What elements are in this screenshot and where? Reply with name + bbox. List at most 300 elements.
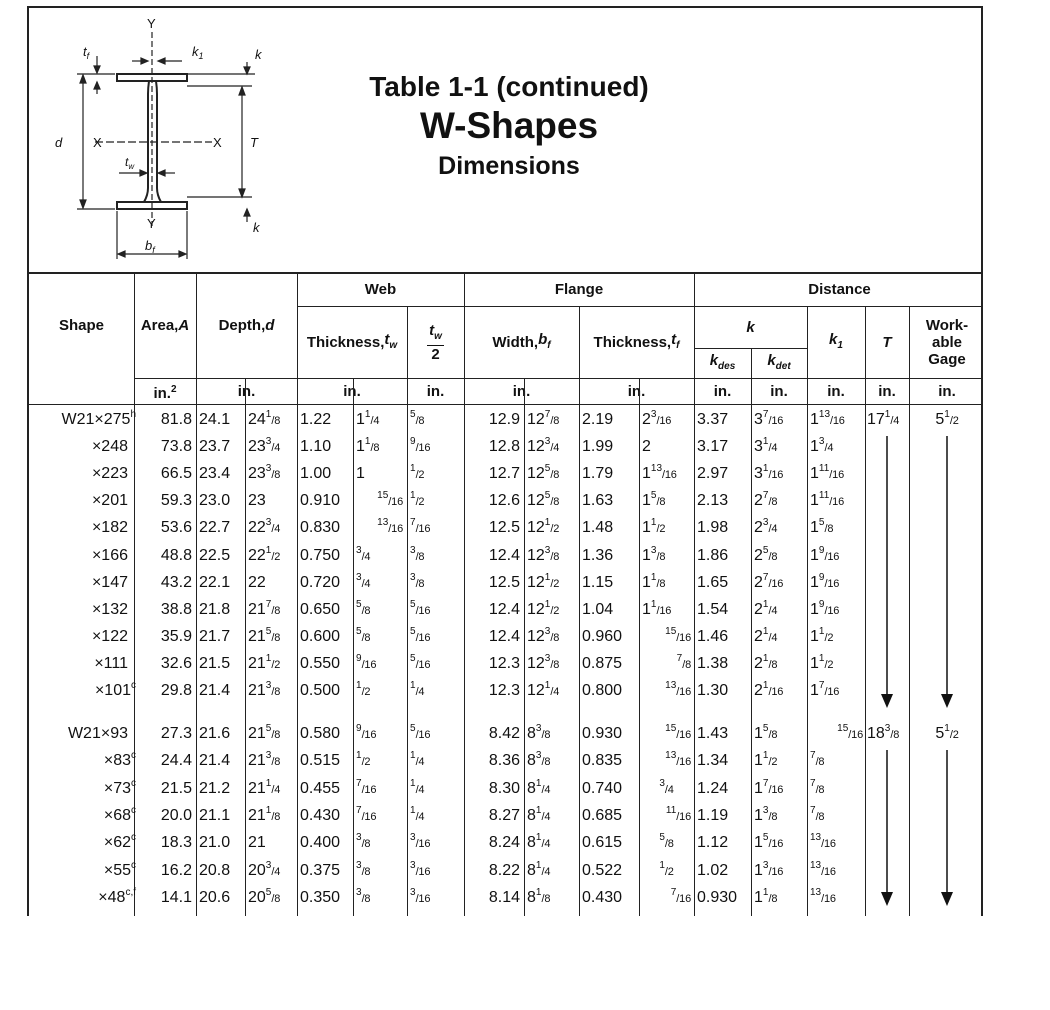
- grid-vline: [353, 378, 354, 404]
- header-T-label: T: [882, 333, 892, 351]
- grid-vline: [579, 306, 580, 404]
- shape-designation: ×132: [91, 600, 128, 618]
- grid-vline: [694, 272, 695, 404]
- cell-flange-thickness-decimal: 1.04: [582, 600, 614, 618]
- cell-flange-width-fraction: $12^3/8$: [527, 652, 560, 672]
- cell-depth-fraction: 22: [248, 573, 266, 591]
- cell-depth-decimal: 24.1: [199, 411, 231, 428]
- unit-label: in.: [426, 382, 445, 400]
- cell-kdet: $1^3/8$: [754, 804, 778, 824]
- grid-vline: [579, 404, 580, 916]
- cell-web-thickness-fraction: $^3$/4: [356, 571, 371, 590]
- unit-cell: [297, 378, 407, 404]
- shape-footnote: c: [131, 832, 136, 844]
- cell-tw-over-2: $^3$/16: [410, 886, 431, 905]
- diagram-label-k1: $k_1$: [192, 44, 204, 61]
- cell-flange-thickness-decimal: 0.800: [582, 682, 623, 699]
- cell-depth-decimal: 22.7: [199, 519, 231, 537]
- cell-area: 20.0: [160, 806, 192, 824]
- cell-flange-width-decimal: 8.27: [488, 806, 520, 824]
- cell-flange-width-fraction: $12^5/8$: [527, 490, 560, 510]
- cell-web-thickness-fraction: $^5$/8: [356, 598, 371, 617]
- cell-flange-thickness-fraction: $2^3/16$: [642, 409, 672, 428]
- cell-web-thickness-decimal: 0.830: [300, 519, 341, 537]
- cell-kdes: 1.98: [697, 519, 729, 537]
- cell-depth-decimal: 21.0: [199, 834, 231, 852]
- header-shape-label: Shape: [58, 316, 104, 334]
- shape-footnote: c: [131, 804, 136, 816]
- header-flange-thickness: [579, 306, 694, 378]
- unit-cell: [464, 378, 579, 404]
- cell-tw-over-2: $^1$/4: [410, 804, 425, 823]
- cell-web-thickness-decimal: 1.10: [300, 438, 332, 456]
- grid-vline: [134, 272, 135, 404]
- cell-flange-width-fraction: $12^1/2$: [527, 571, 560, 591]
- cell-flange-thickness-fraction: $^7$/16: [670, 886, 691, 905]
- cell-depth-fraction: $21^3/8$: [248, 680, 281, 699]
- cell-tw-over-2: $^5$/16: [410, 625, 431, 644]
- cell-flange-width-fraction: $12^5/8$: [527, 463, 560, 483]
- header-k: [694, 306, 807, 348]
- unit-cell: [407, 378, 464, 404]
- header-distance: [694, 272, 983, 306]
- header-kdet-label: $k_{det}$: [767, 351, 791, 372]
- diagram-label-T: T: [250, 135, 258, 150]
- cell-tw-over-2: $^7$/16: [410, 517, 431, 536]
- cell-kdes: 1.34: [697, 752, 729, 770]
- grid-vline: [353, 404, 354, 916]
- grid-vline: [297, 272, 298, 404]
- grid-vline: [865, 404, 866, 916]
- cell-web-thickness-fraction: $^1$/2: [356, 750, 371, 769]
- cell-flange-width-decimal: 8.30: [488, 779, 520, 797]
- cell-k1: $1^{13}/16$: [810, 409, 845, 428]
- cell-web-thickness-decimal: 0.550: [300, 654, 341, 672]
- cell-flange-thickness-fraction: $^7$/8: [676, 652, 691, 671]
- cell-depth-decimal: 20.6: [199, 888, 231, 906]
- header-web-thickness-label: Thickness,: [306, 333, 385, 351]
- cell-kdes: 0.930: [697, 888, 738, 906]
- cell-flange-width-decimal: 8.14: [488, 888, 520, 906]
- cell-tw-over-2: $^5$/16: [410, 723, 431, 741]
- cell-kdet: $1^1/2$: [754, 750, 778, 770]
- cell-depth-fraction: $24^1/8$: [248, 409, 281, 428]
- unit-label: in.$^2$: [153, 383, 177, 402]
- unit-label: in.: [713, 382, 732, 400]
- cell-flange-width-decimal: 8.24: [488, 834, 520, 852]
- cell-flange-width-fraction: $8^3/8$: [527, 723, 551, 742]
- cell-flange-width-decimal: 12.9: [488, 411, 520, 428]
- cell-kdet: $2^1/4$: [754, 598, 778, 618]
- cell-web-thickness-decimal: 0.375: [300, 861, 341, 879]
- cell-k1: $^{15}$/16: [837, 723, 863, 741]
- grid-vline: [245, 404, 246, 916]
- shape-designation: ×201: [91, 492, 128, 510]
- cell-web-thickness-decimal: 1.00: [300, 465, 332, 483]
- unit-cell: [909, 378, 983, 404]
- grid-vline: [807, 306, 808, 404]
- cell-shape: [31, 806, 136, 826]
- cell-workable-gage: $5^1/2$: [935, 409, 959, 428]
- cell-depth-fraction: $20^5/8$: [248, 886, 281, 906]
- cell-kdet: $3^7/16$: [754, 409, 784, 428]
- grid-vline: [407, 306, 408, 404]
- cell-depth-decimal: 20.8: [199, 861, 231, 879]
- grid-vline: [464, 272, 465, 404]
- cell-web-thickness-fraction: $^7$/16: [356, 777, 377, 796]
- cell-flange-thickness-decimal: 1.99: [582, 438, 614, 456]
- cell-flange-width-fraction: $8^1/4$: [527, 832, 551, 852]
- shape-designation: ×68: [103, 806, 131, 824]
- shape-designation: ×122: [91, 627, 128, 645]
- cell-area: 29.8: [160, 682, 192, 699]
- cell-flange-thickness-decimal: 1.63: [582, 492, 614, 510]
- cell-flange-width-fraction: $12^1/4$: [527, 680, 560, 699]
- header-flange-label: Flange: [554, 280, 604, 298]
- cell-web-thickness-fraction: $^9$/16: [356, 723, 377, 741]
- cell-flange-thickness-fraction: $^{15}$/16: [665, 625, 691, 644]
- cell-flange-thickness-decimal: 1.15: [582, 573, 614, 591]
- cell-depth-fraction: $22^1/2$: [248, 544, 281, 564]
- cell-flange-width-decimal: 8.22: [488, 861, 520, 879]
- unit-cell: [134, 378, 196, 404]
- cell-shape: [31, 491, 128, 511]
- cell-tw-over-2: $^5$/8: [410, 409, 425, 427]
- cell-web-thickness-fraction: $^{15}$/16: [377, 490, 403, 509]
- cell-shape: [31, 888, 136, 908]
- cell-shape: [31, 573, 128, 593]
- cell-shape: [31, 600, 128, 620]
- header-area-symbol: A: [178, 316, 190, 334]
- cell-web-thickness-fraction: $^5$/8: [356, 625, 371, 644]
- cell-web-thickness-fraction: $^3$/8: [356, 886, 371, 905]
- unit-cell: [196, 378, 297, 404]
- cell-depth-fraction: $21^7/8$: [248, 598, 281, 618]
- cell-depth-decimal: 21.6: [199, 725, 231, 742]
- grid-vline: [196, 272, 197, 404]
- cell-kdet: $2^7/16$: [754, 571, 784, 591]
- cell-flange-thickness-fraction: $^{13}$/16: [665, 680, 691, 698]
- cell-kdet: $2^1/16$: [754, 680, 784, 699]
- unit-cell: [865, 378, 909, 404]
- unit-label: in.: [770, 382, 788, 400]
- header-flange-width-symbol: $b_f$: [538, 330, 551, 351]
- table-number: Table 1-1 (continued): [369, 71, 649, 102]
- shape-footnote: h: [130, 409, 136, 420]
- cell-k1: $1^1/2$: [810, 652, 834, 672]
- cell-web-thickness-fraction: $^3$/8: [356, 859, 371, 878]
- diagram-label-bf: $b_f$: [145, 238, 155, 255]
- unit-label: in.: [938, 382, 956, 400]
- header-web: [297, 272, 464, 306]
- cell-web-thickness-decimal: 1.22: [300, 411, 332, 428]
- cell-kdet: $2^3/4$: [754, 517, 778, 537]
- cell-depth-decimal: 22.1: [199, 573, 231, 591]
- header-web-thickness: [297, 306, 407, 378]
- grid-vline: [407, 404, 408, 916]
- cell-tw-over-2: $^1$/4: [410, 680, 425, 698]
- cell-web-thickness-decimal: 0.455: [300, 779, 341, 797]
- header-flange-width-label: Width,: [492, 333, 539, 351]
- cell-tw-over-2: $^1$/2: [410, 490, 425, 509]
- cell-kdet: $1^1/8$: [754, 886, 778, 906]
- cell-flange-width-fraction: $12^3/8$: [527, 625, 560, 645]
- header-flange-width: [464, 306, 579, 378]
- cell-depth-fraction: $21^5/8$: [248, 625, 281, 645]
- cell-tw-over-2: $^3$/8: [410, 544, 425, 563]
- cell-flange-thickness-fraction: $^1$/2: [659, 859, 674, 878]
- cell-kdet: $2^7/8$: [754, 490, 778, 510]
- cell-kdes: 3.17: [697, 438, 729, 456]
- header-workable-gage: [909, 306, 983, 378]
- cell-web-thickness-fraction: $1^1/8$: [356, 436, 380, 456]
- cell-kdet: $2^1/4$: [754, 625, 778, 645]
- T-continuation-arrow: [879, 750, 895, 906]
- cell-kdet: $1^7/16$: [754, 777, 784, 797]
- grid-vline: [909, 404, 910, 916]
- cell-shape: [31, 627, 128, 647]
- grid-vline: [524, 404, 525, 916]
- table-title: W-Shapes: [419, 105, 599, 146]
- grid-vline: [807, 404, 808, 916]
- header-depth-label: Depth,: [218, 316, 266, 334]
- cell-k1: $1^9/16$: [810, 571, 840, 591]
- unit-label: in.: [878, 382, 896, 400]
- cell-k1: $^{13}$/16: [810, 886, 836, 905]
- T-continuation-arrow: [879, 436, 895, 708]
- cell-kdes: 2.13: [697, 492, 729, 510]
- cell-flange-thickness-decimal: 0.835: [582, 752, 623, 770]
- cell-depth-fraction: 21: [248, 834, 266, 852]
- grid-vline: [865, 306, 866, 404]
- cell-depth-fraction: $20^3/4$: [248, 859, 281, 879]
- cell-tw-over-2: $^1$/4: [410, 777, 425, 796]
- cell-kdes: 1.46: [697, 627, 729, 645]
- cell-shape: [31, 751, 136, 771]
- cell-kdet: $2^1/8$: [754, 652, 778, 672]
- cell-shape: [31, 779, 136, 799]
- cell-depth-fraction: $21^3/8$: [248, 750, 281, 770]
- shape-footnote: c: [131, 750, 136, 762]
- header-depth: [196, 272, 297, 378]
- shape-footnote: c,f: [125, 886, 136, 898]
- diagram-label-x-left: X: [93, 135, 102, 150]
- cell-area: 24.4: [160, 752, 192, 770]
- cell-web-thickness-decimal: 0.580: [300, 725, 341, 742]
- diagram-label-d: d: [55, 135, 63, 150]
- cell-flange-thickness-fraction: $1^3/8$: [642, 544, 666, 564]
- cell-flange-thickness-decimal: 1.36: [582, 546, 614, 564]
- cell-T: $17^1/4$: [867, 409, 900, 428]
- grid-vline: [751, 348, 752, 404]
- cell-depth-decimal: 23.4: [199, 465, 231, 483]
- cell-depth-decimal: 21.4: [199, 752, 231, 770]
- cell-web-thickness-fraction: $^{13}$/16: [377, 517, 403, 536]
- grid-vline: [751, 404, 752, 916]
- cell-area: 14.1: [160, 888, 192, 906]
- cell-kdet: $1^3/16$: [754, 859, 784, 879]
- header-kdet: [751, 348, 807, 378]
- cell-flange-thickness-decimal: 1.48: [582, 519, 614, 537]
- cell-k1: $^{13}$/16: [810, 832, 836, 851]
- cell-tw-over-2: $^9$/16: [410, 436, 431, 455]
- cell-kdes: 1.24: [697, 779, 729, 797]
- cell-web-thickness-fraction: $^3$/4: [356, 544, 371, 563]
- shape-designation: ×48: [98, 888, 126, 906]
- cell-flange-width-decimal: 8.36: [488, 752, 520, 770]
- cell-flange-width-decimal: 8.42: [488, 725, 520, 742]
- cell-k1: $^7$/8: [810, 750, 825, 769]
- cell-tw-over-2: $^5$/16: [410, 598, 431, 617]
- grid-vline: [245, 378, 246, 404]
- cell-area: 48.8: [160, 546, 192, 564]
- cell-web-thickness-decimal: 0.515: [300, 752, 341, 770]
- cell-k1: $1^{11}/16$: [810, 490, 844, 510]
- cell-k1: $1^{11}/16$: [810, 463, 844, 483]
- shape-designation: ×83: [103, 752, 131, 770]
- header-kdes: [694, 348, 751, 378]
- cell-shape: [31, 546, 128, 566]
- cell-flange-width-decimal: 12.5: [488, 573, 520, 591]
- cell-web-thickness-decimal: 0.430: [300, 806, 341, 824]
- cell-depth-decimal: 21.8: [199, 600, 231, 618]
- cell-tw-over-2: $^1$/2: [410, 463, 425, 482]
- cell-web-thickness-decimal: 0.400: [300, 834, 341, 852]
- cell-area: 66.5: [160, 465, 192, 483]
- cell-area: 27.3: [160, 725, 192, 742]
- cell-web-thickness-decimal: 0.500: [300, 682, 341, 699]
- cell-kdes: 1.65: [697, 573, 729, 591]
- shape-designation: ×166: [91, 546, 128, 564]
- grid-hline: [29, 404, 983, 405]
- header-tw-over-2: [407, 306, 464, 378]
- cell-flange-thickness-decimal: 2.19: [582, 411, 614, 428]
- header-k1: [807, 306, 865, 378]
- header-shape: [29, 272, 134, 378]
- cell-flange-thickness-decimal: 0.685: [582, 806, 623, 824]
- unit-cell: [807, 378, 865, 404]
- cell-tw-over-2: $^3$/8: [410, 571, 425, 590]
- cell-shape: [31, 437, 128, 457]
- shape-designation: ×55: [103, 861, 131, 879]
- diagram-label-tf: $t_f$: [83, 44, 90, 61]
- cell-area: 32.6: [160, 654, 192, 672]
- cell-flange-thickness-decimal: 0.740: [582, 779, 623, 797]
- cell-area: 73.8: [160, 438, 192, 456]
- cell-flange-thickness-decimal: 1.79: [582, 465, 614, 483]
- cell-T: $18^3/8$: [867, 723, 900, 742]
- cell-depth-fraction: $21^1/2$: [248, 652, 281, 672]
- cell-depth-decimal: 21.1: [199, 806, 231, 824]
- cell-tw-over-2: $^3$/16: [410, 859, 431, 878]
- cell-k1: $1^3/4$: [810, 436, 834, 456]
- cell-area: 35.9: [160, 627, 192, 645]
- diagram-label-y-bottom: Y: [147, 216, 156, 231]
- cell-flange-thickness-fraction: $^{15}$/16: [665, 723, 691, 741]
- cell-web-thickness-fraction: $^1$/2: [356, 680, 371, 698]
- cell-area: 59.3: [160, 492, 192, 510]
- cell-flange-width-decimal: 12.3: [488, 654, 520, 672]
- grid-vline: [464, 404, 465, 916]
- cell-flange-width-fraction: $8^1/4$: [527, 777, 551, 797]
- cell-kdes: 1.19: [697, 806, 729, 824]
- cell-tw-over-2: $^3$/16: [410, 832, 431, 851]
- cell-k1: $1^9/16$: [810, 544, 840, 564]
- header-web-thickness-symbol: $t_w$: [384, 330, 398, 351]
- shape-designation: ×147: [91, 573, 128, 591]
- cell-kdes: 1.02: [697, 861, 729, 879]
- cell-area: 38.8: [160, 600, 192, 618]
- cell-web-thickness-decimal: 0.720: [300, 573, 341, 591]
- table-sheet: [27, 6, 983, 916]
- cell-shape: [31, 681, 136, 701]
- cell-kdes: 1.43: [697, 725, 729, 742]
- gage-continuation-arrow: [939, 436, 955, 708]
- cell-flange-width-fraction: $12^1/2$: [527, 517, 560, 537]
- header-area-label: Area,: [140, 316, 179, 334]
- cell-k1: $1^5/8$: [810, 517, 834, 537]
- header-depth-symbol: d: [265, 316, 275, 334]
- cell-web-thickness-decimal: 0.350: [300, 888, 341, 906]
- cell-kdes: 1.54: [697, 600, 729, 618]
- cell-kdes: 1.86: [697, 546, 729, 564]
- diagram-label-k-top: k: [255, 47, 262, 62]
- grid-vline: [694, 404, 695, 916]
- cell-flange-thickness-decimal: 0.875: [582, 654, 623, 672]
- unit-cell: [751, 378, 807, 404]
- unit-label: in.: [512, 382, 531, 400]
- cell-kdes: 1.12: [697, 834, 729, 852]
- header-k-label: k: [746, 318, 755, 336]
- cell-k1: $1^9/16$: [810, 598, 840, 618]
- table-subtitle: Dimensions: [438, 152, 580, 180]
- header-tw2-numerator: $t_w$: [427, 322, 444, 346]
- cell-depth-decimal: 23.0: [199, 492, 231, 510]
- diagram-label-k-bottom: k: [253, 220, 260, 235]
- cell-workable-gage: $5^1/2$: [935, 723, 959, 742]
- shape-footnote: c: [131, 680, 136, 691]
- shape-designation: ×111: [94, 654, 128, 672]
- shape-designation: ×248: [91, 438, 128, 456]
- cell-shape: [31, 464, 128, 484]
- cell-flange-thickness-fraction: $1^1/8$: [642, 571, 666, 591]
- cell-depth-fraction: $21^5/8$: [248, 723, 281, 742]
- cell-tw-over-2: $^1$/4: [410, 750, 425, 769]
- cell-flange-thickness-decimal: 0.615: [582, 834, 623, 852]
- cell-shape: [31, 654, 128, 674]
- cell-flange-width-fraction: $12^1/2$: [527, 598, 560, 618]
- header-tw2-denominator: 2: [431, 345, 440, 363]
- cell-area: 16.2: [160, 861, 192, 879]
- cell-kdet: $2^5/8$: [754, 544, 778, 564]
- cell-web-thickness-decimal: 0.600: [300, 627, 341, 645]
- cell-k1: $1^7/16$: [810, 680, 840, 699]
- cell-flange-width-decimal: 12.7: [488, 465, 520, 483]
- cell-depth-decimal: 21.2: [199, 779, 231, 797]
- cell-flange-thickness-decimal: 0.522: [582, 861, 623, 879]
- shape-designation: ×101: [94, 682, 131, 699]
- header-flange: [464, 272, 694, 306]
- unit-label: in.: [627, 382, 646, 400]
- cell-flange-thickness-fraction: $^5$/8: [659, 832, 674, 851]
- title-block: [279, 70, 739, 184]
- cell-depth-fraction: $21^1/4$: [248, 777, 281, 797]
- cell-area: 43.2: [160, 573, 192, 591]
- diagram-label-tw: $t_w$: [125, 155, 135, 171]
- cell-area: 21.5: [160, 779, 192, 797]
- grid-vline: [196, 404, 197, 916]
- header-T: [865, 306, 909, 378]
